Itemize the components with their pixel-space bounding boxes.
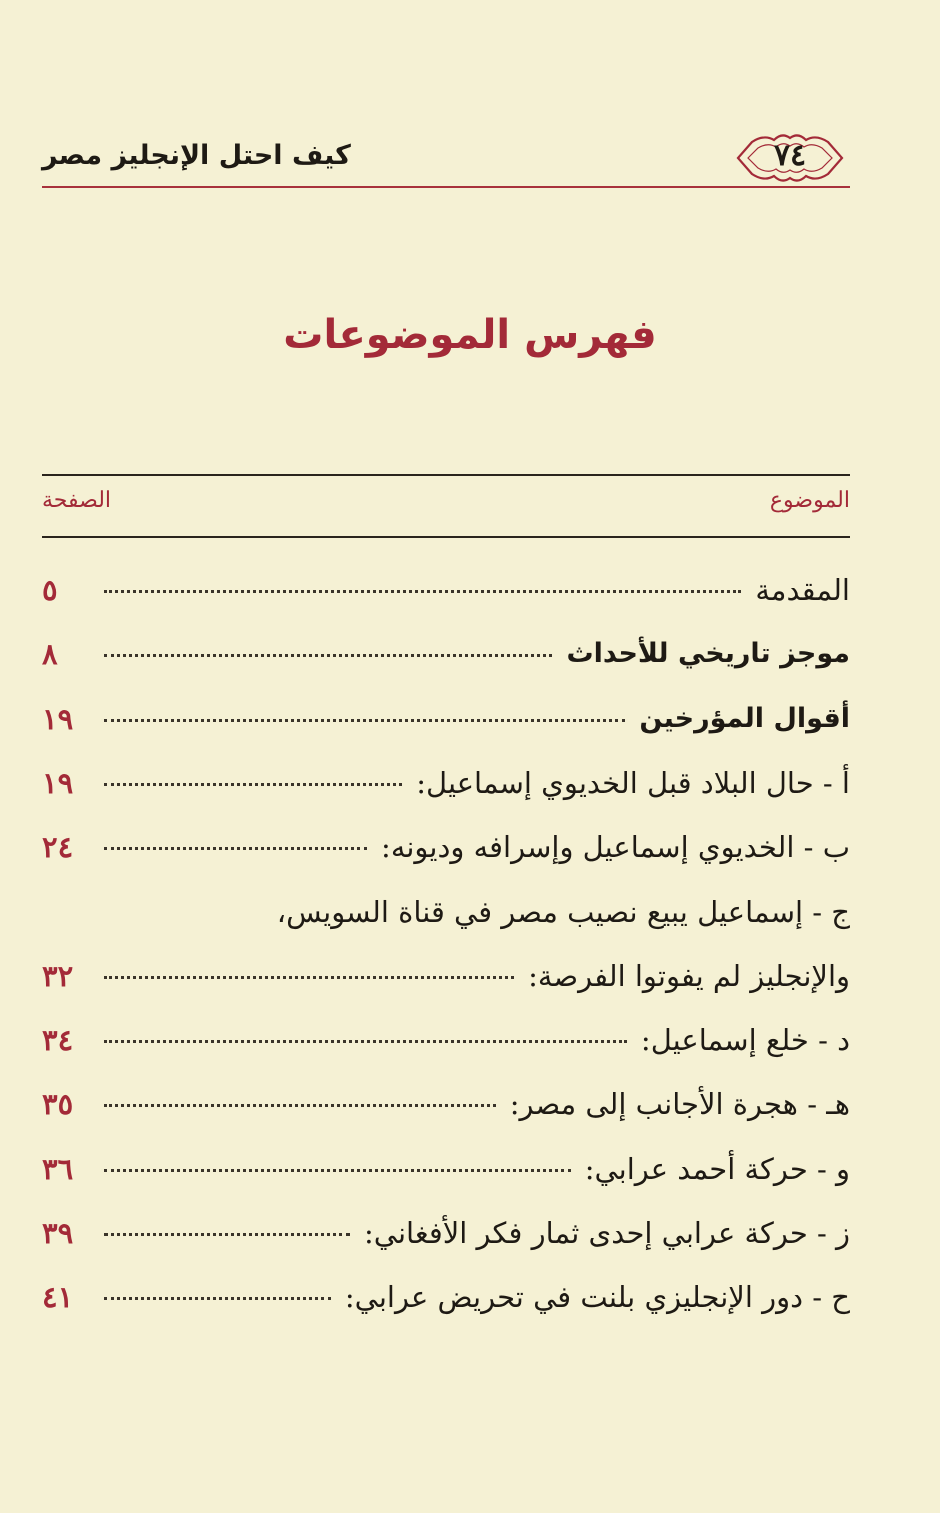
toc-entry-label: أقوال المؤرخين xyxy=(639,702,850,734)
toc-entry-page-number: ٣٥ xyxy=(42,1087,74,1122)
column-header-page: الصفحة xyxy=(42,488,112,513)
page-number: ٧٤ xyxy=(773,138,807,173)
dot-leader xyxy=(104,1169,571,1172)
toc-entry-label: والإنجليز لم يفوتوا الفرصة: xyxy=(528,958,850,993)
toc-entry-page-number: ٢٤ xyxy=(42,830,74,865)
toc-entry-label: ب - الخديوي إسماعيل وإسرافه وديونه: xyxy=(381,830,850,865)
toc-entry xyxy=(42,1010,850,1070)
dot-leader xyxy=(104,1233,350,1236)
toc-entry-page-number: ٣٦ xyxy=(42,1151,74,1186)
toc-entry-page-number: ٤١ xyxy=(42,1280,74,1315)
dot-leader xyxy=(104,719,625,722)
toc-entry-page-number: ٣٤ xyxy=(42,1023,74,1058)
toc-entry-label: ج - إسماعيل يبيع نصيب مصر في قناة السويس، xyxy=(276,894,850,929)
toc-entry xyxy=(42,560,850,620)
dot-leader xyxy=(104,976,514,979)
dot-leader xyxy=(104,1040,627,1043)
toc-entry-page-number: ١٩ xyxy=(42,765,74,800)
toc-entry-label: هـ - هجرة الأجانب إلى مصر: xyxy=(509,1087,850,1122)
toc-entry xyxy=(42,624,850,684)
toc-entry-page-number: ٥ xyxy=(42,573,58,607)
toc-entry xyxy=(42,1203,850,1263)
table-header-rule xyxy=(42,536,850,538)
dot-leader xyxy=(104,783,402,786)
toc-entry xyxy=(42,882,850,942)
toc-entry-label: و - حركة أحمد عرابي: xyxy=(584,1151,850,1186)
toc-entry-page-number: ٣٢ xyxy=(42,958,74,993)
dot-leader xyxy=(104,847,367,850)
dot-leader xyxy=(104,1104,496,1107)
toc-entry-label: المقدمة xyxy=(755,573,850,607)
toc-entry-label: ز - حركة عرابي إحدى ثمار فكر الأفغاني: xyxy=(364,1216,850,1250)
dot-leader xyxy=(104,654,552,657)
toc-entry-page-number: ١٩ xyxy=(42,701,74,736)
toc-entry xyxy=(42,753,850,813)
book-title: كيف احتل الإنجليز مصر xyxy=(42,140,351,171)
toc-entry xyxy=(42,946,850,1006)
toc-entry-label: أ - حال البلاد قبل الخديوي إسماعيل: xyxy=(416,765,850,800)
toc-entry xyxy=(42,1074,850,1134)
toc-entry xyxy=(42,1267,850,1327)
toc-entry-label: ح - دور الإنجليزي بلنت في تحريض عرابي: xyxy=(344,1280,850,1315)
dot-leader xyxy=(104,1297,331,1300)
toc-entry xyxy=(42,817,850,877)
toc-entry xyxy=(42,689,850,749)
toc-entry-page-number: ٣٩ xyxy=(42,1216,74,1250)
page-number-badge xyxy=(730,128,850,188)
toc-entry-label: موجز تاريخي للأحداث xyxy=(566,638,850,670)
index-title: فهرس الموضوعات xyxy=(283,312,657,358)
dot-leader xyxy=(104,590,741,593)
toc-entry xyxy=(42,1139,850,1199)
toc-entry-page-number: ٨ xyxy=(42,637,58,672)
table-top-rule xyxy=(42,474,850,476)
header-divider xyxy=(42,186,850,188)
column-header-subject: الموضوع xyxy=(769,488,850,513)
running-header xyxy=(42,128,850,190)
toc-entry-label: د - خلع إسماعيل: xyxy=(640,1023,850,1058)
